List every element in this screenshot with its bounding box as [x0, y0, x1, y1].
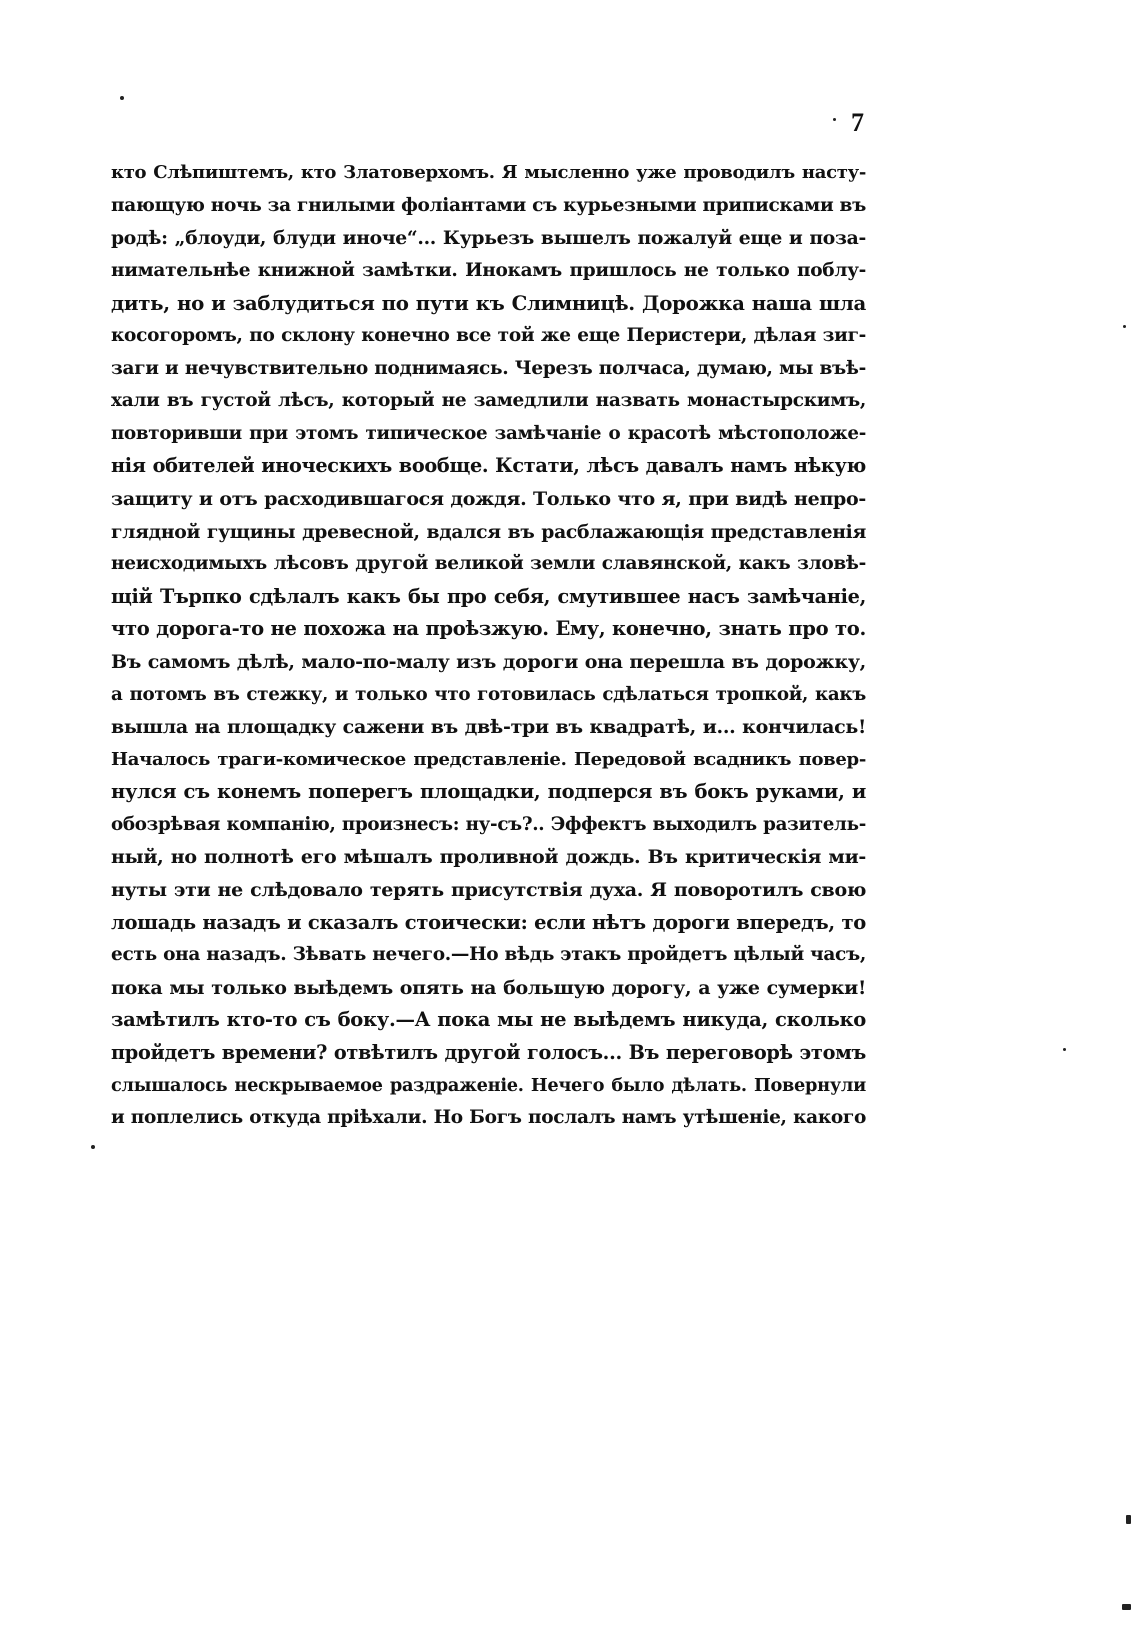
text-line: защиту и отъ расходившагося дождя. Только что я, при видѣ непро-	[111, 487, 866, 510]
print-speck	[1126, 1515, 1131, 1524]
text-line: нуты эти не слѣдовало терять присутствія духа. Я поворотилъ свою	[111, 879, 866, 902]
text-line: слышалось нескрываемое раздраженіе. Нечего было дѣлать. Повернули	[111, 1074, 866, 1096]
text-line: дить, но и заблудиться по пути къ Слимницѣ. Дорожка наша шла	[111, 291, 866, 316]
print-speck	[1123, 325, 1126, 328]
text-line: косогоромъ, по склону конечно все той же еще Перистери, дѣлая зиг-	[111, 324, 866, 346]
text-line: заги и нечувствительно поднимаясь. Черезъ полчаса, думаю, мы въѣ-	[111, 357, 866, 379]
text-line: пающую ночь за гнилыми фоліантами съ курьезными приписками въ	[111, 194, 866, 216]
page-number: 7	[851, 108, 864, 137]
text-line: нулся съ конемъ поперегъ площадки, подперся въ бокъ руками, и	[111, 780, 866, 804]
text-line: повторивши при этомъ типическое замѣчаніе о красотѣ мѣстоположе-	[111, 422, 866, 444]
text-line: хали въ густой лѣсъ, который не замедлили назвать монастырскимъ,	[111, 390, 866, 412]
text-line: нимательнѣе книжной замѣтки. Инокамъ пришлось не только поблу-	[111, 259, 866, 281]
print-speck	[120, 96, 124, 100]
text-line: вышла на площадку сажени въ двѣ-три въ квадратѣ, и... кончилась!	[111, 716, 866, 739]
text-line: и поплелись откуда пріѣхали. Но Богъ послалъ намъ утѣшеніе, какого	[111, 1107, 866, 1129]
print-speck	[1122, 1604, 1131, 1610]
print-speck	[833, 118, 836, 121]
text-line: пройдетъ времени? отвѣтилъ другой голосъ... Въ переговорѣ этомъ	[111, 1041, 866, 1065]
text-line: родѣ: „блоуди, блуди иноче“... Курьезъ вышелъ пожалуй еще и поза-	[111, 227, 866, 250]
text-line: замѣтилъ кто-то съ боку.—А пока мы не выѣдемъ никуда, сколько	[111, 1008, 866, 1032]
text-line: пока мы только выѣдемъ опять на большую дорогу, а уже сумерки!	[111, 976, 866, 999]
print-speck	[1063, 1048, 1066, 1051]
text-line: что дорога-то не похожа на проѣзжую. Ему, конечно, знать про то.	[111, 617, 866, 641]
body-text	[111, 157, 866, 1135]
text-line: Въ самомъ дѣлѣ, мало-по-малу изъ дороги она перешла въ дорожку,	[111, 650, 866, 673]
text-line: щій Търпко сдѣлалъ какъ бы про себя, смутившее насъ замѣчаніе,	[111, 584, 866, 608]
text-line: кто Слѣпиштемъ, кто Златоверхомъ. Я мысленно уже проводилъ насту-	[111, 162, 866, 183]
print-speck	[91, 1145, 95, 1149]
text-line: неисходимыхъ лѣсовъ другой великой земли славянской, какъ зловѣ-	[111, 553, 866, 575]
text-line: нія обителей иноческихъ вообще. Кстати, лѣсъ давалъ намъ нѣкую	[111, 454, 866, 478]
text-line: Началось траги-комическое представленіе. Передовой всадникъ повер-	[111, 748, 866, 770]
text-line: ный, но полнотѣ его мѣшалъ проливной дождь. Въ критическія ми-	[111, 846, 866, 869]
text-line: есть она назадъ. Зѣвать нечего.—Но вѣдь этакъ пройдетъ цѣлый часъ,	[111, 944, 866, 966]
text-line: а потомъ въ стежку, и только что готовилась сдѣлаться тропкой, какъ	[111, 683, 866, 705]
text-line: лошадь назадъ и сказалъ стоически: если нѣтъ дороги впередъ, то	[111, 910, 866, 934]
text-line: глядной гущины древесной, вдался въ расблажающія представленія	[111, 520, 866, 543]
text-line: обозрѣвая компанію, произнесъ: ну-съ?.. Эффектъ выходилъ разитель-	[111, 813, 866, 835]
